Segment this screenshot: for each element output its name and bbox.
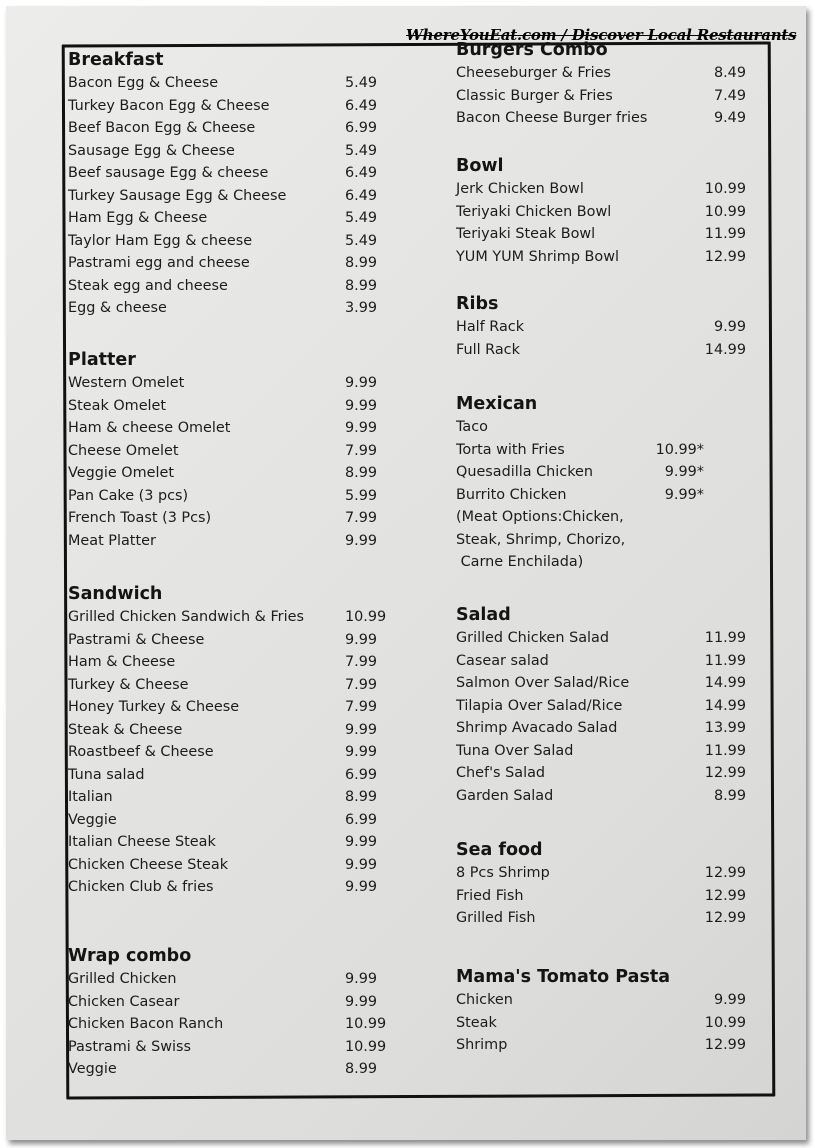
menu-item — [68, 854, 408, 877]
section-platter — [68, 348, 408, 552]
menu-item — [456, 62, 756, 85]
item-price: 9.49 — [713, 110, 746, 126]
section-ribs — [456, 292, 756, 361]
item-name: Turkey Bacon Egg & Cheese — [68, 97, 270, 114]
item-name: Italian — [68, 789, 113, 805]
section-title: Burgers Combo — [456, 40, 608, 60]
section-title: Bowl — [456, 156, 504, 176]
menu-item — [68, 606, 408, 629]
item-name: Steak — [456, 1014, 497, 1031]
item-name: Grilled Chicken Sandwich & Fries — [68, 609, 304, 625]
item-price: 10.99 — [345, 1016, 387, 1032]
item-name: Roastbeef & Cheese — [68, 744, 214, 760]
menu-item — [456, 107, 756, 130]
item-name: Chicken Bacon Ranch — [68, 1016, 224, 1032]
item-price: 8.99 — [345, 277, 378, 294]
section-title: Salad — [456, 605, 511, 625]
menu-item — [456, 785, 756, 808]
menu-item — [68, 629, 408, 652]
item-price: 5.49 — [345, 232, 378, 249]
menu-item — [456, 461, 756, 484]
item-price: 5.49 — [345, 142, 378, 159]
menu-item — [456, 627, 756, 650]
menu-item — [68, 741, 408, 764]
item-name: Salmon Over Salad/Rice — [456, 675, 630, 691]
item-price: 6.99 — [345, 120, 378, 136]
menu-item — [456, 178, 756, 201]
section-title: Mama's Tomato Pasta — [456, 967, 671, 987]
menu-item — [456, 339, 756, 362]
item-name: Jerk Chicken Bowl — [456, 181, 584, 197]
item-price: 13.99 — [704, 720, 746, 736]
menu-item — [456, 246, 756, 269]
menu-item — [456, 740, 756, 763]
item-price: 10.99 — [345, 1038, 387, 1055]
item-price: 10.99 — [345, 609, 387, 625]
item-price: 9.99* — [664, 486, 704, 503]
menu-item — [68, 1036, 408, 1059]
item-name: Tuna Over Salad — [456, 742, 574, 759]
menu-item — [456, 695, 756, 718]
item-name: Bacon Egg & Cheese — [68, 75, 219, 91]
item-price: 14.99 — [704, 675, 746, 691]
item-name: Veggie — [68, 811, 117, 828]
item-name: Sausage Egg & Cheese — [68, 142, 235, 159]
item-name: Pastrami & Cheese — [68, 631, 205, 648]
item-name: Turkey Sausage Egg & Cheese — [68, 187, 287, 204]
item-price: 9.99 — [345, 971, 378, 987]
menu-item — [68, 395, 408, 418]
item-price: 9.99 — [713, 992, 746, 1008]
item-name: Honey Turkey & Cheese — [68, 699, 240, 715]
item-price: 11.99 — [704, 630, 746, 646]
item-name: Teriyaki Steak Bowl — [456, 226, 596, 242]
item-price: 6.49 — [345, 187, 378, 204]
section-title: Platter — [68, 350, 136, 370]
item-name: Italian Cheese Steak — [68, 834, 216, 850]
menu-item — [68, 968, 408, 991]
menu-item — [68, 297, 408, 320]
item-price: 5.49 — [345, 210, 378, 226]
item-price: 6.99 — [345, 811, 378, 828]
menu-item — [456, 650, 756, 673]
item-price: 7.99 — [345, 442, 378, 459]
item-price: 12.99 — [704, 765, 746, 781]
menu-item — [456, 672, 756, 695]
menu-item — [68, 485, 408, 508]
menu-item — [68, 1058, 408, 1081]
section-title: Wrap combo — [68, 946, 192, 966]
menu-item — [68, 207, 408, 230]
menu-item — [68, 162, 408, 185]
item-name: Veggie — [68, 1061, 117, 1077]
section-sea-food — [456, 838, 756, 930]
menu-item — [456, 1012, 756, 1035]
menu-item — [68, 417, 408, 440]
item-price: 12.99 — [704, 910, 746, 926]
item-name: Grilled Fish — [456, 910, 536, 926]
section-wrap-combo — [68, 944, 408, 1081]
item-name: Casear salad — [456, 652, 549, 669]
menu-item — [68, 786, 408, 809]
menu-item — [456, 85, 756, 108]
item-price: 12.99 — [704, 887, 746, 904]
item-price: 11.99 — [704, 652, 746, 669]
item-name: Chicken Cheese Steak — [68, 856, 229, 873]
item-price: 6.99 — [345, 766, 378, 783]
menu-item — [68, 674, 408, 697]
item-name: Pan Cake (3 pcs) — [68, 487, 189, 504]
menu-item — [456, 862, 756, 885]
item-price: 9.99 — [345, 721, 378, 738]
menu-item — [68, 991, 408, 1014]
menu-item — [456, 717, 756, 740]
item-price: 11.99 — [704, 226, 746, 242]
item-name: Bacon Cheese Burger fries — [456, 110, 648, 126]
item-name: Torta with Fries — [456, 441, 565, 458]
item-name: Grilled Chicken Salad — [456, 630, 609, 646]
section-title: Ribs — [456, 294, 499, 314]
item-price: 11.99 — [704, 742, 746, 759]
item-price: 9.99* — [664, 464, 704, 480]
menu-item — [68, 696, 408, 719]
item-price: 8.99 — [713, 787, 746, 804]
item-price: 10.99 — [704, 203, 746, 220]
item-price: 8.99 — [345, 255, 378, 271]
item-price: 9.99 — [345, 744, 378, 760]
menu-item — [68, 185, 408, 208]
menu-item — [456, 416, 756, 439]
meat-options-note: (Meat Options:Chicken, — [456, 509, 624, 525]
item-price: 5.99 — [345, 487, 378, 504]
menu-item — [68, 117, 408, 140]
menu-item — [68, 440, 408, 463]
section-mexican — [456, 392, 756, 574]
menu-item — [456, 907, 756, 930]
menu-item — [68, 507, 408, 530]
item-price: 7.99 — [345, 676, 378, 693]
item-price: 6.49 — [345, 165, 378, 181]
menu-item — [68, 95, 408, 118]
item-name: Cheese Omelet — [68, 442, 179, 459]
item-price: 9.99 — [345, 532, 378, 549]
item-name: Shrimp — [456, 1037, 508, 1053]
item-name: Steak Omelet — [68, 397, 167, 414]
item-price: 7.99 — [345, 699, 378, 715]
item-name: Chicken — [456, 992, 513, 1008]
item-price: 12.99 — [704, 248, 746, 265]
item-price: 9.99 — [345, 879, 378, 895]
menu-item — [68, 719, 408, 742]
item-name: Tuna salad — [68, 766, 145, 783]
item-name: Pastrami egg and cheese — [68, 255, 250, 271]
item-name: Taco — [456, 419, 488, 435]
item-name: Burrito Chicken — [456, 486, 567, 503]
meat-options-note: Steak, Shrimp, Chorizo, — [456, 531, 626, 548]
menu-item — [456, 201, 756, 224]
item-price: 14.99 — [704, 341, 746, 358]
meat-options-note: Carne Enchilada) — [456, 554, 584, 570]
item-name: Ham & Cheese — [68, 654, 176, 670]
menu-item — [68, 252, 408, 275]
menu-item — [68, 275, 408, 298]
item-price: 7.99 — [345, 654, 378, 670]
item-name: Chicken Club & fries — [68, 879, 214, 895]
item-name: YUM YUM Shrimp Bowl — [456, 248, 619, 265]
item-name: French Toast (3 Pcs) — [68, 510, 212, 526]
item-price: 9.99 — [345, 397, 378, 414]
item-price: 9.99 — [345, 631, 378, 648]
section-title: Sandwich — [68, 584, 163, 604]
menu-item — [68, 1013, 408, 1036]
item-name: Pastrami & Swiss — [68, 1038, 192, 1055]
item-name: Ham Egg & Cheese — [68, 210, 208, 226]
menu-item — [68, 230, 408, 253]
item-name: Egg & cheese — [68, 300, 167, 316]
menu-item — [68, 140, 408, 163]
item-name: Steak & Cheese — [68, 721, 183, 738]
menu-item — [456, 989, 756, 1012]
item-name: Fried Fish — [456, 887, 524, 904]
item-name: Full Rack — [456, 341, 520, 358]
item-name: Chef's Salad — [456, 765, 546, 781]
menu-item — [68, 764, 408, 787]
item-price: 9.99 — [345, 856, 378, 873]
menu-item — [68, 372, 408, 395]
section-mama-s-tomato-pasta — [456, 965, 756, 1057]
section-title: Breakfast — [68, 50, 164, 70]
item-price: 10.99 — [704, 1014, 746, 1031]
menu-item — [456, 484, 756, 507]
section-title: Sea food — [456, 840, 543, 860]
item-price: 5.49 — [345, 75, 378, 91]
menu-item — [456, 885, 756, 908]
item-name: Veggie Omelet — [68, 465, 174, 481]
menu-item — [456, 223, 756, 246]
item-price: 8.49 — [713, 65, 746, 81]
item-price: 8.99 — [345, 1061, 378, 1077]
menu-item — [456, 762, 756, 785]
item-name: Garden Salad — [456, 787, 554, 804]
item-price: 3.99 — [345, 300, 378, 316]
menu-item — [456, 439, 756, 462]
menu-item — [456, 316, 756, 339]
item-name: 8 Pcs Shrimp — [456, 865, 550, 881]
item-name: Cheeseburger & Fries — [456, 65, 611, 81]
item-price: 9.99 — [345, 375, 378, 391]
item-name: Turkey & Cheese — [68, 676, 189, 693]
watermark-text: WhereYouEat.com / Discover Local Restaurants — [406, 26, 797, 44]
section-title: Mexican — [456, 394, 538, 414]
section-breakfast — [68, 48, 408, 320]
section-burgers-combo — [456, 38, 756, 130]
item-price: 8.99 — [345, 465, 378, 481]
item-price: 6.49 — [345, 97, 378, 114]
menu-item — [68, 809, 408, 832]
item-name: Classic Burger & Fries — [456, 87, 613, 104]
item-name: Beef Bacon Egg & Cheese — [68, 120, 256, 136]
section-bowl — [456, 154, 756, 268]
item-name: Tilapia Over Salad/Rice — [456, 697, 623, 714]
menu-item — [68, 72, 408, 95]
item-price: 7.99 — [345, 510, 378, 526]
menu-item — [68, 530, 408, 553]
item-price: 10.99* — [655, 441, 704, 458]
item-price: 7.49 — [713, 87, 746, 104]
item-name: Meat Platter — [68, 532, 156, 549]
item-name: Teriyaki Chicken Bowl — [456, 203, 612, 220]
item-price: 14.99 — [704, 697, 746, 714]
item-price: 8.99 — [345, 789, 378, 805]
section-salad — [456, 603, 756, 807]
item-price: 12.99 — [704, 1037, 746, 1053]
menu-item — [68, 651, 408, 674]
item-name: Western Omelet — [68, 375, 185, 391]
item-price: 9.99 — [345, 993, 378, 1010]
item-name: Grilled Chicken — [68, 971, 177, 987]
item-name: Steak egg and cheese — [68, 277, 228, 294]
item-name: Half Rack — [456, 319, 525, 335]
menu-item — [456, 1034, 756, 1057]
item-name: Chicken Casear — [68, 993, 180, 1010]
item-price: 12.99 — [704, 865, 746, 881]
item-price: 10.99 — [704, 181, 746, 197]
menu-item — [68, 462, 408, 485]
item-name: Taylor Ham Egg & cheese — [68, 232, 253, 249]
item-price: 9.99 — [345, 420, 378, 436]
item-name: Ham & cheese Omelet — [68, 420, 231, 436]
item-name: Quesadilla Chicken — [456, 464, 594, 480]
item-price: 9.99 — [713, 319, 746, 335]
menu-item — [68, 831, 408, 854]
section-sandwich — [68, 582, 408, 899]
item-name: Beef sausage Egg & cheese — [68, 165, 269, 181]
item-price: 9.99 — [345, 834, 378, 850]
item-name: Shrimp Avacado Salad — [456, 720, 618, 736]
menu-item — [68, 876, 408, 899]
